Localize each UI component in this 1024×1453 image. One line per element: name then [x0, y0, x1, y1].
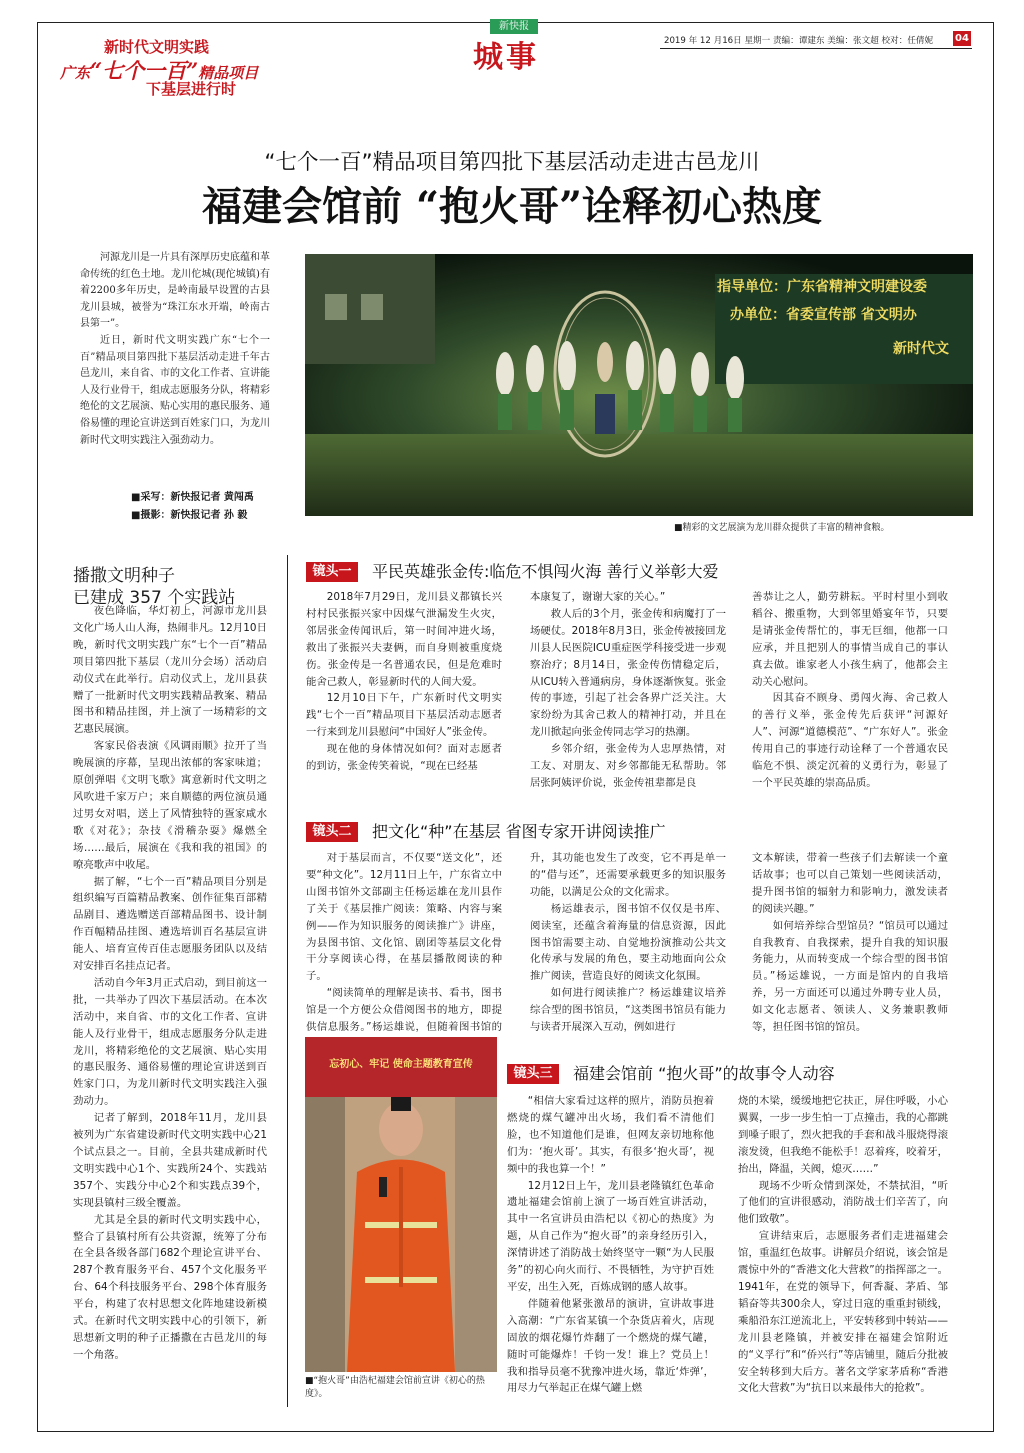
firefighter-photo-caption: ■“抱火哥”由浩杞福建会馆前宣讲《初心的热度》。: [305, 1376, 485, 1399]
intro-paragraph: 近日，新时代文明实践广东“七个一百”精品项目第四批下基层活动走进千年古邑龙川，来自省、市的文化工作者、宣讲能人及行业骨干，组成志愿服务分队，将精彩绝伦的文艺展演、贴心实用的惠民服务、通俗易懂的理论宣讲送到百姓家门口，为龙川新时代文明实践注入强劲动力。: [80, 334, 270, 446]
lens1-header: [306, 560, 966, 584]
paragraph: 现在他的身体情况如何？面对志愿者的到访，张金传笑着说，“现在已经基: [306, 743, 502, 773]
paragraph: 烧的木梁，缓缓地把它扶正，屏住呼吸，小心翼翼，一步一步生怕一丁点撞击，我的心都跳到嗓子眼了，烈火把我的手套和战斗服烧得滚滚发烫，但我绝不能松手！忍着疼，咬着牙，抬出，降温，关阀，熄灭……”: [738, 1095, 948, 1175]
byline-writer: ■采写：新快报记者 黄闯禹: [131, 492, 254, 503]
paragraph: “阅读简单的理解是读书、看书，图书馆是一个方便公众借阅图书的地方，即提供信息服务。”杨运雄说，但随着图书馆的: [306, 987, 502, 1034]
firefighter-speaker-photo: [305, 1037, 497, 1372]
intro: [80, 250, 270, 449]
paragraph: 伴随着他紧张激昂的演讲，宣讲故事进入高潮：“广东省某镇一个杂货店着火，店现固放的烟花爆竹炸翻了一个燃烧的煤气罐，随时可能爆炸！千钧一发！谁上？党员上！我和指导员毫不犹豫冲进火场，靠近‘炸弹’，用尽力气举起正在煤气罐上燃: [507, 1297, 714, 1395]
slogan-line3: 下基层进行时: [146, 80, 237, 98]
left-story-title2: 已建成 357 个实践站: [73, 588, 236, 608]
lens1-column3: [752, 589, 948, 792]
photo-banner-line3: 新时代文: [893, 341, 949, 357]
lens3-header: [507, 1062, 967, 1086]
masthead-rule: [660, 48, 972, 49]
headline-kicker: “七个一百”精品项目第四批下基层活动走进古邑龙川: [264, 150, 760, 175]
paragraph: “相信大家看过这样的照片，消防员抱着燃烧的煤气罐冲出火场，我们看不清他们脸，也不知道他们是谁，但网友亲切地称他们为：‘抱火哥’。其实，有很多‘抱火哥’，视频中的我也算一个！”: [507, 1095, 714, 1175]
lens3-title: 福建会馆前 “抱火哥”的故事令人动容: [573, 1064, 835, 1083]
lens2-tag: 镜头二: [306, 822, 358, 842]
lens1-column2: [530, 589, 726, 792]
lens1-column1: [306, 589, 502, 775]
paragraph: 杨运雄表示，图书馆不仅仅是书库、阅读室，还蕴含着海量的信息资源，因此图书馆需要主动、自觉地扮演推动公共文化传承与发展的角色，要主动地面向公众推广阅读，营造良好的阅读文化氛围。: [530, 902, 726, 983]
paragraph: 12月10日下午，广东新时代文明实践“七个一百”精品项目下基层活动志愿者一行来到龙川县慰问“中国好人”张金传。: [306, 692, 502, 739]
slogan-line2-post: 精品项目: [198, 64, 259, 82]
paragraph: 2018年7月29日，龙川县义都镇长兴村村民张振兴家中因煤气泄漏发生火灾，邻居张金传闻讯后，第一时间冲进火场，救出了张振兴夫妻俩，而自身则被重度烧伤。张金传是一名普通农民，但是危难时能舍己救人，彰显新时代的人间大爱。: [306, 591, 502, 688]
lens2-column1: [306, 850, 502, 1053]
paragraph: 宣讲结束后，志愿服务者们走进福建会馆，重温红色故事。讲解员介绍说，该会馆是震惊中外的“香港文化大营救”的指挥部之一。1941年，在党的领导下，何香凝、茅盾、邹韬奋等共300余人，穿过日寇的重重封锁线，乘船沿东江逆流北上，平安转移到中转站——龙川县老隆镇，并被安排在福建会馆附近的“义孚行”和“侨兴行”等店铺里，随后分批被安全转移到大后方。著名文学家茅盾称“香港文化大营救”为“抗日以来最伟大的抢救”。: [738, 1230, 948, 1395]
intro-paragraph: 河源龙川是一片具有深厚历史底蕴和革命传统的红色土地。龙川佗城(现佗城镇)有着2200多年历史，是岭南最早设置的古县龙川县城，被誉为“珠江东水开端，岭南古县第一”。: [80, 252, 270, 330]
slogan-line1: 新时代文明实践: [104, 38, 210, 56]
paragraph: 现场不少听众情到深处，不禁拭泪，“听了他们的宣讲很感动，消防战士们辛苦了，向他们致敬”。: [738, 1179, 948, 1226]
paragraph: 记者了解到，2018年11月，龙川县被列为广东省建设新时代文明实践中心21个试点县之一。目前，全县共建成新时代文明实践中心1个、实践所24个、实践站357个、实践分中心2个和实践点39个，实现县镇村三级全覆盖。: [73, 1112, 267, 1209]
left-story-title1: 播撒文明种子: [73, 566, 175, 586]
slogan-line2-mid: “七个一百”: [90, 58, 199, 83]
paragraph: 善恭让之人，勤劳耕耘。平时村里小到收稻谷、搬重物，大到邻里婚宴年节，只要是请张金传帮忙的，事无巨细，他都一口应承，并且把别人的事情当成自己的事认真去做。谁家老人小孩生病了，他都会主动关心慰问。: [752, 591, 948, 688]
paragraph: 救人后的3个月，张金传和病魔打了一场硬仗。2018年8月3日，张金传被接回龙川县人民医院ICU重症医学科接受进一步观察治疗；8月14日，张金传伤情稳定后，从ICU转入普通病房，身体逐渐恢复。张金传的事迹，引起了社会各界广泛关注。大家纷纷为其舍己救人的精神打动，并且在龙川掀起向张金传同志学习的热潮。: [530, 607, 726, 739]
lens1-title: 平民英雄张金传:临危不惧闯火海 善行义举彰大爱: [372, 562, 719, 581]
issue-info: 2019 年 12 月16日 星期一 责编：谭建东 美编：张文超 校对：任倩妮: [664, 36, 934, 46]
left-story-body: [73, 603, 267, 1364]
paragraph: 客家民俗表演《风调雨顺》拉开了当晚展演的序幕，呈现出浓郁的客家味道；原创弹唱《文明飞歌》寓意新时代文明之风吹进千家万户；来自顺德的两位演员通过男女对唱，送上了风情独特的疍家咸水歌《对花》；杂技《滑稽杂耍》爆燃全场……最后，展演在《我和我的祖国》的嘹亮歌声中收尾。: [73, 740, 267, 871]
main-photo-caption: ■精彩的文艺展演为龙川群众提供了丰富的精神食粮。: [674, 523, 890, 533]
slogan-line2-pre: 广东: [60, 64, 91, 82]
lens1-tag: 镜头一: [306, 562, 358, 582]
lens2-title: 把文化“种”在基层 省图专家开讲阅读推广: [372, 822, 666, 841]
lens3-tag: 镜头三: [507, 1064, 559, 1084]
photo-banner-line2: 办单位：省委宣传部 省文明办: [730, 307, 917, 323]
paragraph: 据了解，“七个一百”精品项目分别是组织编写百篇精品教案、创作征集百部精品剧目、遴选赠送百部精品图书、设计制作百幅精品挂图、遴选培训百名基层宣讲能人、培育宣传百佳志愿服务团队以及结对安排百名挂点记者。: [73, 875, 267, 973]
paragraph: 因其奋不顾身、勇闯火海、舍己救人的善行义举，张金传先后获评“河源好人”、河源“道德模范”、“广东好人”。张金传用自己的事迹行动诠释了一个普通农民临危不惧、淡定沉着的义勇行为，彰显了一个平民英雄的崇高品质。: [752, 692, 948, 789]
page-number: 04: [953, 31, 971, 46]
paragraph: 升，其功能也发生了改变，它不再是单一的“借与还”，还需要承载更多的知识服务功能，以满足公众的文化需求。: [530, 852, 726, 898]
main-photo: [305, 254, 973, 516]
paragraph: 活动自今年3月正式启动，到目前这一批，一共举办了四次下基层活动。在本次活动中，来自省、市的文化工作者、宣讲能人及行业骨干，组成志愿服务分队走进龙川，将精彩绝伦的文艺展演、贴心实用的惠民服务、通俗易懂的理论宣讲送到百姓家门口，为龙川新时代文明实践注入强劲动力。: [73, 976, 267, 1108]
firefighter-photo-banner: 忘初心、牢记 使命主题教育宣传: [329, 1059, 473, 1070]
paragraph: 如何培养综合型馆员？“馆员可以通过自我教育、自我探索，提升自我的知识服务能力，从而转变成一个综合型的图书馆员。”杨运雄说，一方面是馆内的自我培养，另一方面还可以通过外聘专业人员，如文化志愿者、领读人、义务兼职教师等，担任图书馆的馆员。: [752, 919, 948, 1034]
paragraph: 乡邻介绍，张金传为人忠厚热情，对工友、对朋友、对乡邻都能无私帮助。邻居张阿姨评价说，张金传祖辈都是良: [530, 743, 726, 789]
lens2-header: [306, 820, 966, 844]
paragraph: 夜色降临，华灯初上，河源市龙川县文化广场人山人海，热闹非凡。12月10日晚，新时代文明实践广东“七个一百”精品项目第四批下基层（龙川分会场）活动启动仪式在此举行。启动仪式上，龙川县获赠了一批新时代文明实践精品教案、精品图书和精品挂图，并上演了一场精彩的文艺惠民展演。: [73, 605, 267, 736]
firefighter-photo: [305, 1037, 497, 1372]
paper-badge: 新快报: [490, 19, 538, 34]
section-title: 城事: [473, 40, 539, 75]
lens3-column2: [738, 1093, 948, 1397]
lens3-column1: [507, 1093, 714, 1397]
paragraph: 对于基层而言，不仅要“送文化”，还要“种文化”。12月11日上午，广东省立中山图书馆外文部副主任杨运雄在龙川县作了关于《基层推广阅读：策略、内容与案例——作为知识服务的阅读推广》讲座，为县图书馆、文化馆、剧团等基层文化骨干分享阅读心得，在基层播散阅读的种子。: [306, 852, 502, 983]
paragraph: 本康复了，谢谢大家的关心。”: [530, 591, 666, 603]
lens2-column2: [530, 850, 726, 1036]
photo-banner-line1: 指导单位：广东省精神文明建设委: [717, 279, 927, 295]
headline-title: 福建会馆前 “抱火哥”诠释初心热度: [202, 183, 822, 230]
column-divider: [287, 555, 288, 1407]
paragraph: 文本解读，带着一些孩子们去解读一个童话故事；也可以自己策划一些阅读活动，提升图书馆的辐射力和影响力，激发读者的阅读兴趣。”: [752, 852, 948, 915]
lens2-column3: [752, 850, 948, 1036]
byline-photographer: ■摄影：新快报记者 孙 毅: [131, 510, 248, 521]
paragraph: 12月12日上午，龙川县老隆镇红色革命遗址福建会馆前上演了一场百姓宣讲活动，其中一名宣讲员由浩杞以《初心的热度》为题，从自己作为“抱火哥”的亲身经历引入，深情讲述了消防战士始终坚守一颗“为人民服务”的初心向火而行、不畏牺牲，为守护百姓平安，出生入死，百炼成钢的感人故事。: [507, 1179, 714, 1293]
paragraph: 如何进行阅读推广？杨运雄建议培养综合型的图书馆员，“这类图书馆员有能力与读者开展深入互动，例如进行: [530, 987, 726, 1034]
paragraph: 尤其是全县的新时代文明实践中心，整合了县镇村所有公共资源，统筹了分布在全县各级各部门682个理论宣讲平台、287个教育服务平台、457个文化服务平台、64个科技服务平台、298个体育服务平台，构建了农村思想文化阵地建设新模式。在新时代文明实践中心的引领下，新思想新文明的种子正播撒在古邑龙川的每一个角落。: [73, 1213, 267, 1361]
